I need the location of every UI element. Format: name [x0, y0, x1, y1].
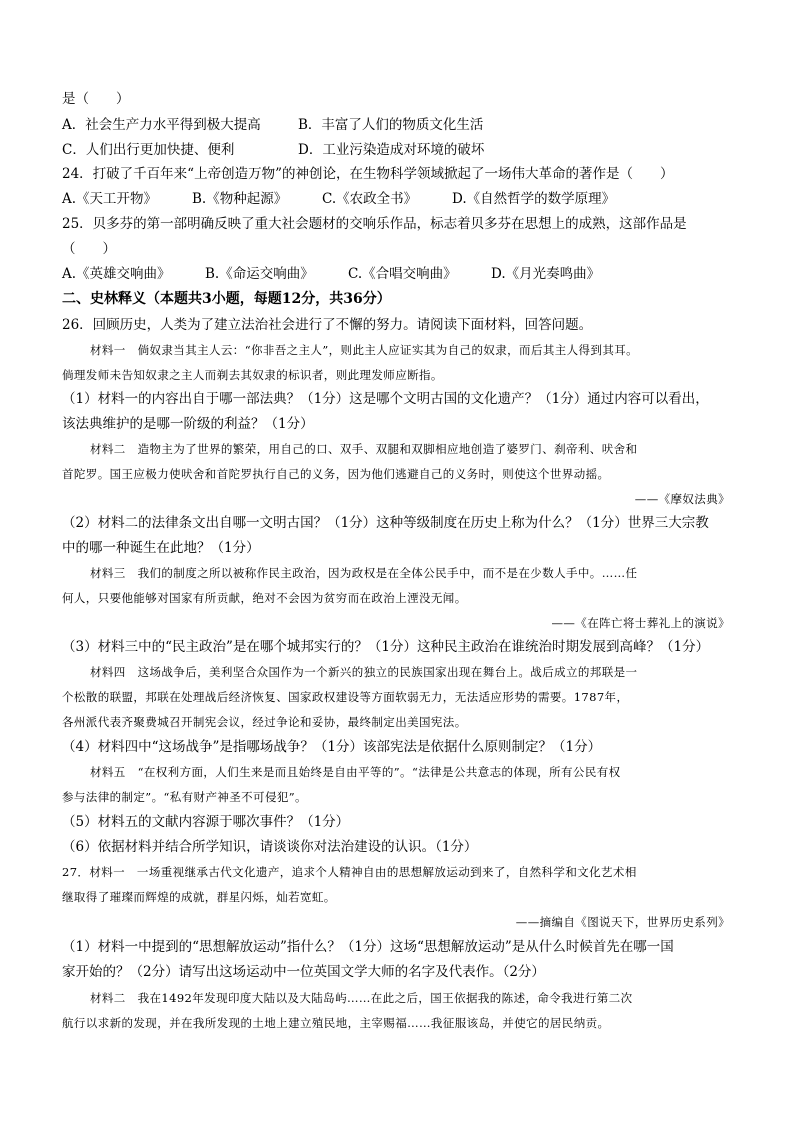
q25-option-c: C.《合唱交响曲》: [348, 266, 457, 282]
q25-option-a: A.《英雄交响曲》: [62, 266, 171, 282]
q26-2-line2: 中的哪一种诞生在此地？（1分）: [62, 540, 260, 556]
material-3-line2: 何人，只要他能够对国家有所贡献，绝对不会因为贫穷而在政治上湮没无闻。: [62, 591, 467, 605]
q24-option-b: B.《物种起源》: [192, 191, 288, 207]
q26-5: （5）材料五的文献内容源于哪次事件？（1分）: [62, 814, 350, 830]
material-2-line1: 材料二 造物主为了世界的繁荣，用自己的口、双手、双腿和双脚相应地创造了婆罗门、刹帝利、吠舍和: [90, 442, 638, 456]
material-4-line3: 各州派代表齐聚费城召开制宪会议，经过争论和妥协，最终制定出美国宪法。: [62, 715, 467, 729]
material-2-source: ——《摩奴法典》: [634, 492, 730, 506]
q26-1-line1: （1）材料一的内容出自于哪一部法典？（1分）这是哪个文明古国的文化遗产？（1分）通过内容可以看出，: [62, 391, 709, 407]
q27-material-2-line1: 材料二 我在1492年发现印度大陆以及大陆岛屿……在此之后，国王依据我的陈述，命令我进行第二次: [90, 991, 633, 1005]
q23-option-a: A．社会生产力水平得到极大提高: [62, 117, 261, 133]
q27-1-line2: 家开始的？（2分）请写出这场运动中一位英国文学大师的名字及代表作。（2分）: [62, 964, 545, 980]
q27-material-1-line2: 继取得了璀璨而辉煌的成就，群星闪烁，灿若宽虹。: [62, 890, 336, 904]
material-2-line2: 首陀罗。国王应极力使吠舍和首陀罗执行自己的义务，因为他们逃避自己的义务时，则使这个世界动摇。: [62, 467, 610, 481]
q26-4: （4）材料四中“这场战争”是指哪场战争？（1分）该部宪法是依据什么原则制定？（1分）: [62, 739, 602, 755]
q25-option-b: B.《命运交响曲》: [205, 266, 314, 282]
q25-stem: 25．贝多芬的第一部明确反映了重大社会题材的交响乐作品，标志着贝多芬在思想上的成熟，这部作品是: [62, 216, 687, 232]
material-1-line1: 材料一 倘奴隶当其主人云：“你非吾之主人”，则此主人应证实其为自己的奴隶，而后其主人得到其耳。: [90, 343, 639, 357]
q27-1-line1: （1）材料一中提到的“思想解放运动”指什么？（1分）这场“思想解放运动”是从什么时候首先在哪一国: [62, 939, 674, 955]
q24-stem: 24．打破了千百年来“上帝创造万物”的神创论，在生物科学领域掀起了一场伟大革命的著作是（ ）: [62, 166, 674, 182]
q26-1-line2: 该法典维护的是哪一阶级的利益？（1分）: [62, 416, 314, 432]
q23-option-c: C．人们出行更加快捷、便利: [62, 142, 235, 158]
q23-tail: 是（ ）: [62, 91, 130, 107]
q27-material-1-line1: 27．材料一 一场重视继承古代文化遗产，追求个人精神自由的思想解放运动到来了，自然科学和文化艺术相: [62, 865, 637, 879]
q23-option-b: B．丰富了人们的物质文化生活: [298, 117, 484, 133]
material-4-line1: 材料四 这场战争后，美利坚合众国作为一个新兴的独立的民族国家出现在舞台上。战后成立的邦联是一: [90, 665, 638, 679]
q25-option-d: D.《月光奏鸣曲》: [491, 266, 601, 282]
material-5-line2: 参与法律的制定”。“私有财产神圣不可侵犯”。: [62, 790, 307, 804]
q23-options-row2: [62, 141, 484, 159]
q24-option-a: A.《天工开物》: [62, 191, 158, 207]
section-heading: 二、史林释义（本题共3小题，每题12分，共36分）: [62, 291, 391, 307]
material-3-source: ——《在阵亡将士葬礼上的演说》: [551, 616, 730, 630]
q26-2-line1: （2）材料二的法律条文出自哪一文明古国？（1分）这种等级制度在历史上称为什么？（1分）世界三大宗教: [62, 515, 709, 531]
material-1-line2: 倘理发师未告知奴隶之主人而剃去其奴隶的标识者，则此理发师应断指。: [62, 368, 443, 382]
q26-6: （6）依据材料并结合所学知识，请谈谈你对法治建设的认识。（1分）: [62, 839, 478, 855]
q23-options-row1: [62, 116, 483, 134]
q25-options: [62, 265, 600, 283]
q26-stem: 26．回顾历史，人类为了建立法治社会进行了不懈的努力。请阅读下面材料，回答问题。: [62, 317, 593, 333]
q24-option-d: D.《自然哲学的数学原理》: [452, 191, 616, 207]
q25-paren: （ ）: [62, 241, 116, 257]
material-3-line1: 材料三 我们的制度之所以被称作民主政治，因为政权是在全体公民手中，而不是在少数人手中。……任: [90, 566, 638, 580]
q26-3: （3）材料三中的“民主政治”是在哪个城邦实行的？（1分）这种民主政治在谁统治时期发展到高峰？（1分）: [62, 639, 710, 655]
q27-material-2-line2: 航行以求新的发现，并在我所发现的土地上建立殖民地，主宰赐福……我征服该岛，并使它的居民纳贡。: [62, 1016, 610, 1030]
q23-option-d: D．工业污染造成对环境的破坏: [298, 142, 485, 158]
q24-option-c: C.《农政全书》: [322, 191, 418, 207]
q24-options: [62, 190, 615, 208]
q27-material-1-source: ——摘编自《图说天下，世界历史系列》: [515, 915, 730, 929]
material-4-line2: 个松散的联盟，邦联在处理战后经济恢复、国家政权建设等方面软弱无力，无法适应形势的需要。1787年，: [62, 690, 629, 704]
material-5-line1: 材料五 “在权利方面，人们生来是而且始终是自由平等的”。“法律是公共意志的体现，所有公民有权: [90, 765, 621, 779]
